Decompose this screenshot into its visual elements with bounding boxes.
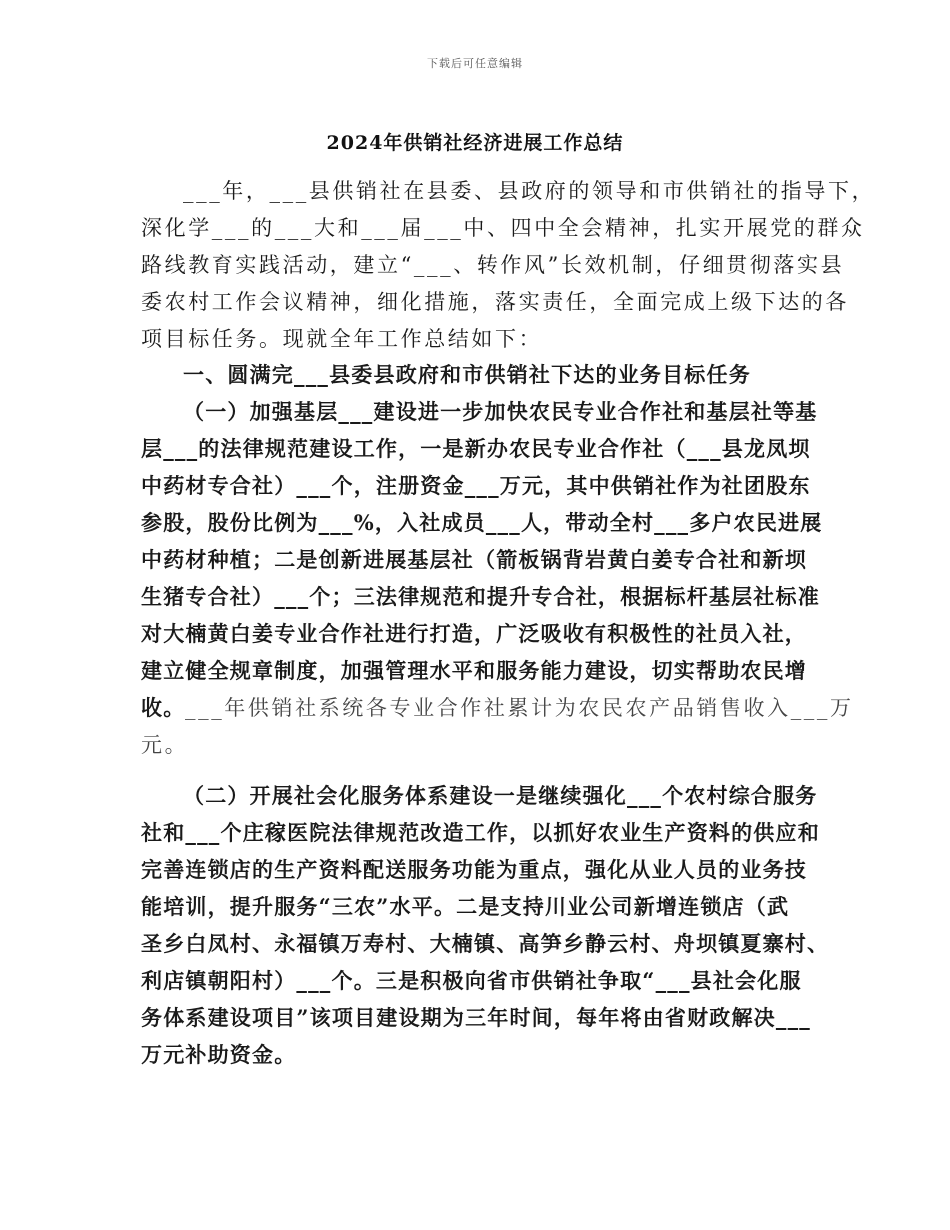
subsection-line: 万元补助资金。	[141, 1042, 297, 1067]
subsection-line: 务体系建设项目”该项目建设期为三年时间，每年将由省财政解决___	[141, 1005, 811, 1030]
paragraph-line: 委农村工作会议精神，细化措施，落实责任，全面完成上级下达的各	[141, 290, 849, 314]
subsection-line: （二）开展社会化服务体系建设一是继续强化___个农村综合服务	[183, 783, 818, 808]
subsection-line: 生猪专合社）___个；三法律规范和提升专合社，根据标杆基层社标准	[141, 584, 820, 609]
paragraph-line: 项目标任务。现就全年工作总结如下：	[141, 327, 543, 351]
paragraph-line: ___年供销社系统各专业合作社累计为农民农产品销售收入___万	[185, 696, 854, 720]
subsection-line: 利店镇朝阳村）___个。三是积极向省市供销社争取“___县社会化服	[141, 968, 802, 993]
document-title: 2024年供销社经济进展工作总结	[326, 132, 624, 154]
paragraph-line: ___年，___县供销社在县委、县政府的领导和市供销社的指导下，	[183, 179, 876, 203]
section-heading: 一、圆满完___县委县政府和市供销社下达的业务目标任务	[183, 362, 751, 387]
subsection-line: 参股，股份比例为___%，入社成员___人，带动全村___多户农民进展	[141, 510, 823, 535]
header-note: 下载后可任意编辑	[427, 57, 523, 70]
paragraph-line: 路线教育实践活动，建立“___、转作风”长效机制，仔细贯彻落实县	[141, 253, 845, 277]
subsection-line: 中药材种植；二是创新进展基层社（箭板锅背岩黄白姜专合社和新坝	[141, 547, 807, 572]
paragraph-line: 深化学___的___大和___届___中、四中全会精神，扎实开展党的群众	[141, 216, 865, 240]
subsection-line: 圣乡白凤村、永福镇万寿村、大楠镇、高笋乡静云村、舟坝镇夏寨村、	[141, 931, 830, 956]
paragraph-line: 元。	[141, 733, 189, 757]
subsection-line: （一）加强基层___建设进一步加快农民专业合作社和基层社等基	[183, 399, 818, 424]
subsection-line: 对大楠黄白姜专业合作社进行打造，广泛吸收有积极性的社员入社，	[141, 621, 807, 646]
subsection-line: 建立健全规章制度，加强管理水平和服务能力建设，切实帮助农民增	[141, 658, 807, 683]
subsection-line: 层___的法律规范建设工作，一是新办农民专业合作社（___县龙凤坝	[141, 436, 811, 461]
subsection-line: 完善连锁店的生产资料配送服务功能为重点，强化从业人员的业务技	[141, 857, 807, 882]
subsection-line: 收。	[141, 695, 186, 720]
subsection-line: 社和___个庄稼医院法律规范改造工作，以抓好农业生产资料的供应和	[141, 820, 820, 845]
subsection-line: 中药材专合社）___个，注册资金___万元，其中供销社作为社团股东	[141, 473, 811, 498]
subsection-line: 能培训，提升服务“三农”水平。二是支持川业公司新增连锁店（武	[141, 894, 790, 919]
